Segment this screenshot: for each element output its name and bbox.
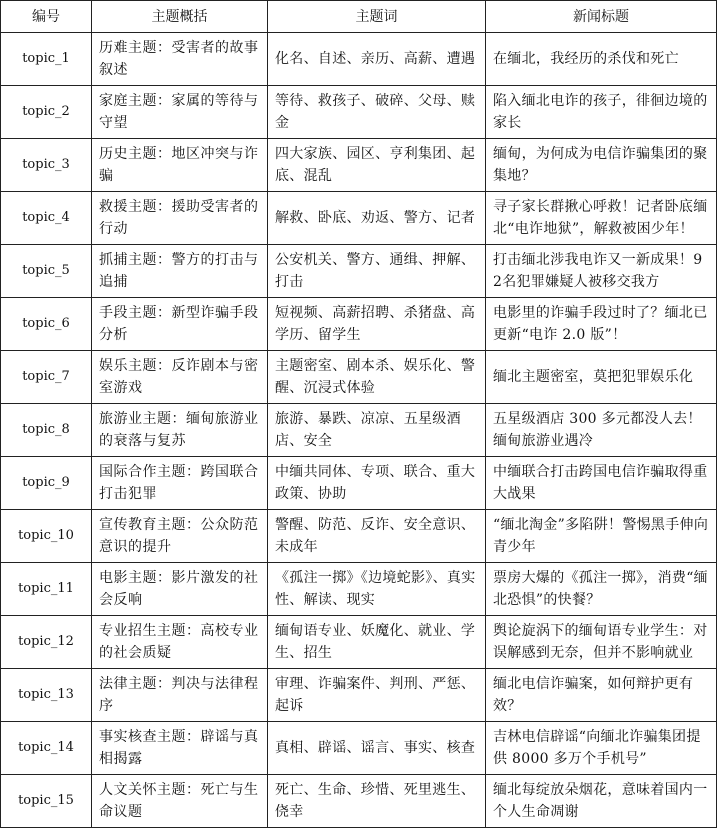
topic-theme: 专业招生主题：高校专业的社会质疑 <box>92 616 268 669</box>
table-row <box>1 351 717 404</box>
topic-theme: 救援主题：援助受害者的行动 <box>92 192 268 245</box>
table-row <box>1 86 717 139</box>
topic-id: topic_4 <box>1 192 92 245</box>
topic-words: 解救、卧底、劝返、警方、记者 <box>268 192 486 245</box>
topic-headline: 票房大爆的《孤注一掷》，消费“缅北恐惧”的快餐？ <box>486 563 717 616</box>
topic-headline: 陷入缅北电诈的孩子，徘徊边境的家长 <box>486 86 717 139</box>
topic-headline: 舆论旋涡下的缅甸语专业学生：对误解感到无奈，但并不影响就业 <box>486 616 717 669</box>
topic-headline: 吉林电信辟谣“向缅北诈骗集团提供 8000 多万个手机号” <box>486 722 717 775</box>
topic-theme: 人文关怀主题：死亡与生命议题 <box>92 775 268 828</box>
topic-id: topic_10 <box>1 510 92 563</box>
table-row <box>1 510 717 563</box>
topic-theme: 电影主题：影片激发的社会反响 <box>92 563 268 616</box>
topic-id: topic_9 <box>1 457 92 510</box>
topic-headline: “缅北淘金”多陷阱！警惕黑手伸向青少年 <box>486 510 717 563</box>
topic-theme: 手段主题：新型诈骗手段分析 <box>92 298 268 351</box>
topic-headline: 缅北每绽放朵烟花，意味着国内一个人生命凋谢 <box>486 775 717 828</box>
topic-theme: 家庭主题：家属的等待与守望 <box>92 86 268 139</box>
topic-id: topic_6 <box>1 298 92 351</box>
topic-words: 公安机关、警方、通缉、押解、打击 <box>268 245 486 298</box>
table-row <box>1 669 717 722</box>
topic-words: 审理、诈骗案件、判刑、严惩、起诉 <box>268 669 486 722</box>
header-id: 编号 <box>1 1 92 33</box>
topic-headline: 中缅联合打击跨国电信诈骗取得重大战果 <box>486 457 717 510</box>
topic-words: 缅甸语专业、妖魔化、就业、学生、招生 <box>268 616 486 669</box>
header-headline: 新闻标题 <box>486 1 717 33</box>
table-row <box>1 457 717 510</box>
header-words: 主题词 <box>268 1 486 33</box>
topic-words: 警醒、防范、反诈、安全意识、未成年 <box>268 510 486 563</box>
header-theme: 主题概括 <box>92 1 268 33</box>
topic-words: 死亡、生命、珍惜、死里逃生、侥幸 <box>268 775 486 828</box>
topic-id: topic_5 <box>1 245 92 298</box>
topic-headline: 缅北主题密室，莫把犯罪娱乐化 <box>486 351 717 404</box>
topic-headline: 五星级酒店 300 多元都没人去！缅甸旅游业遇冷 <box>486 404 717 457</box>
table-row <box>1 722 717 775</box>
topic-headline: 缅甸，为何成为电信诈骗集团的聚集地？ <box>486 139 717 192</box>
topic-id: topic_7 <box>1 351 92 404</box>
topic-theme: 历难主题：受害者的故事叙述 <box>92 33 268 86</box>
topic-headline: 电影里的诈骗手段过时了？缅北已更新“电诈 2.0 版”！ <box>486 298 717 351</box>
topic-words: 等待、救孩子、破碎、父母、赎金 <box>268 86 486 139</box>
topic-theme: 事实核查主题：辟谣与真相揭露 <box>92 722 268 775</box>
table-row <box>1 775 717 828</box>
table-row <box>1 404 717 457</box>
topic-words: 四大家族、园区、亨利集团、起底、混乱 <box>268 139 486 192</box>
topic-words: 《孤注一掷》《边境蛇影》、真实性、解读、现实 <box>268 563 486 616</box>
topic-id: topic_15 <box>1 775 92 828</box>
topic-id: topic_2 <box>1 86 92 139</box>
topic-theme: 历史主题：地区冲突与诈骗 <box>92 139 268 192</box>
topic-headline: 打击缅北涉我电诈又一新成果！92名犯罪嫌疑人被移交我方 <box>486 245 717 298</box>
topic-words: 短视频、高薪招聘、杀猪盘、高学历、留学生 <box>268 298 486 351</box>
topic-theme: 娱乐主题：反诈剧本与密室游戏 <box>92 351 268 404</box>
topic-headline: 寻子家长群揪心呼救！记者卧底缅北“电诈地狱”，解救被困少年！ <box>486 192 717 245</box>
topic-id: topic_8 <box>1 404 92 457</box>
topic-id: topic_12 <box>1 616 92 669</box>
topic-id: topic_3 <box>1 139 92 192</box>
topic-theme: 宣传教育主题：公众防范意识的提升 <box>92 510 268 563</box>
table-row <box>1 33 717 86</box>
topic-words: 中缅共同体、专项、联合、重大政策、协助 <box>268 457 486 510</box>
topic-id: topic_14 <box>1 722 92 775</box>
topic-words: 真相、辟谣、谣言、事实、核查 <box>268 722 486 775</box>
table-row <box>1 192 717 245</box>
topic-words: 旅游、暴跌、凉凉、五星级酒店、安全 <box>268 404 486 457</box>
topic-headline: 在缅北，我经历的杀伐和死亡 <box>486 33 717 86</box>
topic-id: topic_13 <box>1 669 92 722</box>
topic-theme: 抓捕主题：警方的打击与追捕 <box>92 245 268 298</box>
topic-id: topic_1 <box>1 33 92 86</box>
topic-theme: 旅游业主题：缅甸旅游业的衰落与复苏 <box>92 404 268 457</box>
table-row <box>1 298 717 351</box>
topic-headline: 缅北电信诈骗案，如何辩护更有效？ <box>486 669 717 722</box>
topic-id: topic_11 <box>1 563 92 616</box>
topic-theme: 国际合作主题：跨国联合打击犯罪 <box>92 457 268 510</box>
topic-theme: 法律主题：判决与法律程序 <box>92 669 268 722</box>
topic-words: 化名、自述、亲历、高薪、遭遇 <box>268 33 486 86</box>
table-header-row <box>1 1 717 33</box>
topic-words: 主题密室、剧本杀、娱乐化、警醒、沉浸式体验 <box>268 351 486 404</box>
table-row <box>1 139 717 192</box>
table-row <box>1 563 717 616</box>
table-row <box>1 616 717 669</box>
table-row <box>1 245 717 298</box>
